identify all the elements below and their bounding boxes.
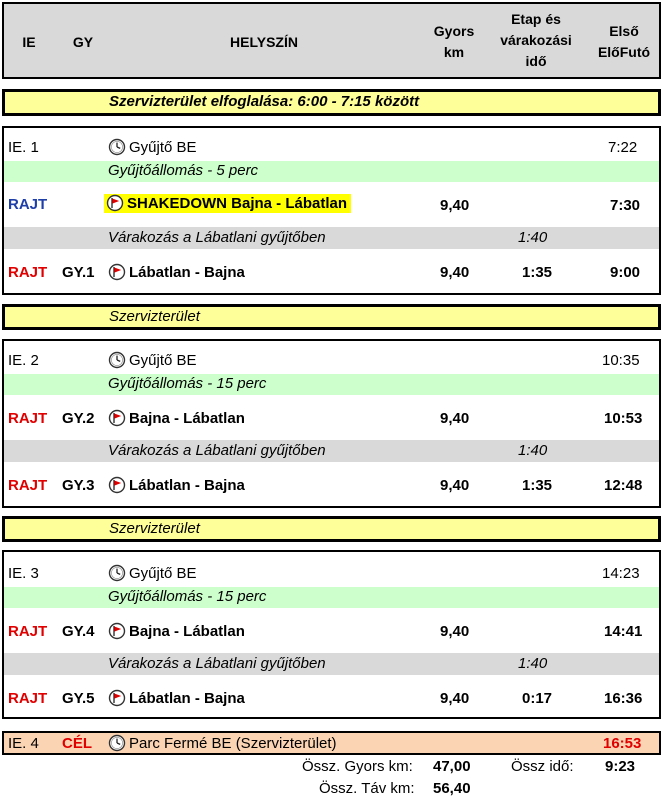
total-gyors-label: Össz. Gyors km:	[302, 758, 413, 775]
station-label: Gyűjtőállomás - 5 perc	[108, 162, 259, 179]
rajt-label: RAJT	[8, 196, 48, 213]
total-tav-label: Össz. Táv km:	[319, 780, 415, 797]
stage-time: 10:53	[604, 410, 643, 427]
stage-name: Bajna - Lábatlan	[108, 409, 245, 429]
rajt-label: RAJT	[8, 410, 48, 427]
station-label: Gyűjtőállomás - 15 perc	[108, 375, 267, 392]
flag-icon	[108, 622, 126, 640]
clock-icon	[108, 138, 126, 156]
service-band: Szervizterület	[2, 304, 661, 330]
header-gyors: Gyors km	[433, 23, 475, 60]
gyujto-time: 14:23	[602, 565, 640, 582]
final-ie: IE. 4	[8, 735, 39, 752]
total-gyors-value: 47,00	[433, 758, 471, 775]
rajt-label: RAJT	[8, 264, 48, 281]
stage-km: 9,40	[440, 410, 470, 427]
section-ie-label: IE. 3	[8, 565, 39, 582]
station-row	[4, 374, 659, 395]
clock-icon	[108, 564, 126, 582]
flag-icon	[108, 409, 126, 427]
rajt-label: RAJT	[8, 477, 48, 494]
total-tav-value: 56,40	[433, 780, 471, 797]
final-time: 16:53	[603, 735, 642, 752]
header-etap: Etap és várakozási idő	[500, 11, 572, 69]
stage-km: 9,40	[440, 197, 470, 214]
flag-icon	[106, 194, 124, 212]
stage-gy: GY.2	[62, 410, 95, 427]
clock-icon	[108, 734, 126, 752]
flag-icon	[108, 263, 126, 281]
section-ie2	[2, 339, 661, 508]
section-ie1	[2, 126, 661, 295]
section-ie-label: IE. 1	[8, 139, 39, 156]
stage-gy: GY.3	[62, 477, 95, 494]
gyujto-be: Gyűjtő BE	[108, 138, 197, 158]
gyujto-be: Gyűjtő BE	[108, 351, 197, 371]
flag-icon	[108, 689, 126, 707]
header-helyszin: HELYSZÍN	[230, 34, 298, 50]
header-gy: GY	[72, 34, 94, 50]
table-header	[2, 2, 661, 79]
stage-km: 9,40	[440, 690, 470, 707]
stage-time: 14:41	[604, 623, 643, 640]
shakedown-highlight: SHAKEDOWN Bajna - Lábatlan	[104, 194, 351, 213]
wait-time: 1:40	[518, 229, 548, 246]
stage-name: Lábatlan - Bajna	[108, 263, 245, 283]
header-elso: Első ElőFutó	[597, 23, 651, 60]
total-ido-value: 9:23	[605, 758, 636, 775]
stage-gy: GY.1	[62, 264, 95, 281]
station-label: Gyűjtőállomás - 15 perc	[108, 588, 267, 605]
gyujto-be: Gyűjtő BE	[108, 564, 197, 584]
stage-km: 9,40	[440, 477, 470, 494]
stage-name: Lábatlan - Bajna	[108, 476, 245, 496]
service-band-first: Szervizterület elfoglalása: 6:00 - 7:15 között	[2, 89, 661, 116]
stage-etap: 1:35	[522, 264, 553, 281]
wait-time: 1:40	[518, 442, 548, 459]
stage-km: 9,40	[440, 264, 470, 281]
final-cel: CÉL	[62, 735, 92, 752]
stage-gy: GY.5	[62, 690, 95, 707]
station-row	[4, 587, 659, 608]
stage-name: Lábatlan - Bajna	[108, 689, 245, 709]
wait-row	[4, 227, 659, 249]
header-ie: IE	[22, 34, 36, 50]
station-row	[4, 161, 659, 182]
wait-label: Várakozás a Lábatlani gyűjtőben	[108, 229, 326, 246]
wait-label: Várakozás a Lábatlani gyűjtőben	[108, 442, 326, 459]
gyujto-time: 7:22	[608, 139, 638, 156]
rajt-label: RAJT	[8, 623, 48, 640]
stage-etap: 1:35	[522, 477, 553, 494]
total-ido-label: Össz idő:	[511, 758, 574, 775]
rajt-label: RAJT	[8, 690, 48, 707]
wait-time: 1:40	[518, 655, 548, 672]
clock-icon	[108, 351, 126, 369]
wait-row	[4, 440, 659, 462]
stage-name	[104, 194, 351, 214]
stage-time: 16:36	[604, 690, 643, 707]
stage-time: 9:00	[610, 264, 641, 281]
stage-etap: 0:17	[522, 690, 553, 707]
wait-row	[4, 653, 659, 675]
section-ie-label: IE. 2	[8, 352, 39, 369]
stage-gy: GY.4	[62, 623, 95, 640]
final-row	[2, 731, 661, 755]
gyujto-time: 10:35	[602, 352, 640, 369]
final-place: Parc Fermé BE (Szervizterület)	[108, 734, 337, 754]
service-band: Szervizterület	[2, 516, 661, 542]
section-ie3	[2, 550, 661, 719]
stage-time: 12:48	[604, 477, 643, 494]
stage-time: 7:30	[610, 197, 641, 214]
stage-km: 9,40	[440, 623, 470, 640]
wait-label: Várakozás a Lábatlani gyűjtőben	[108, 655, 326, 672]
stage-name: Bajna - Lábatlan	[108, 622, 245, 642]
flag-icon	[108, 476, 126, 494]
